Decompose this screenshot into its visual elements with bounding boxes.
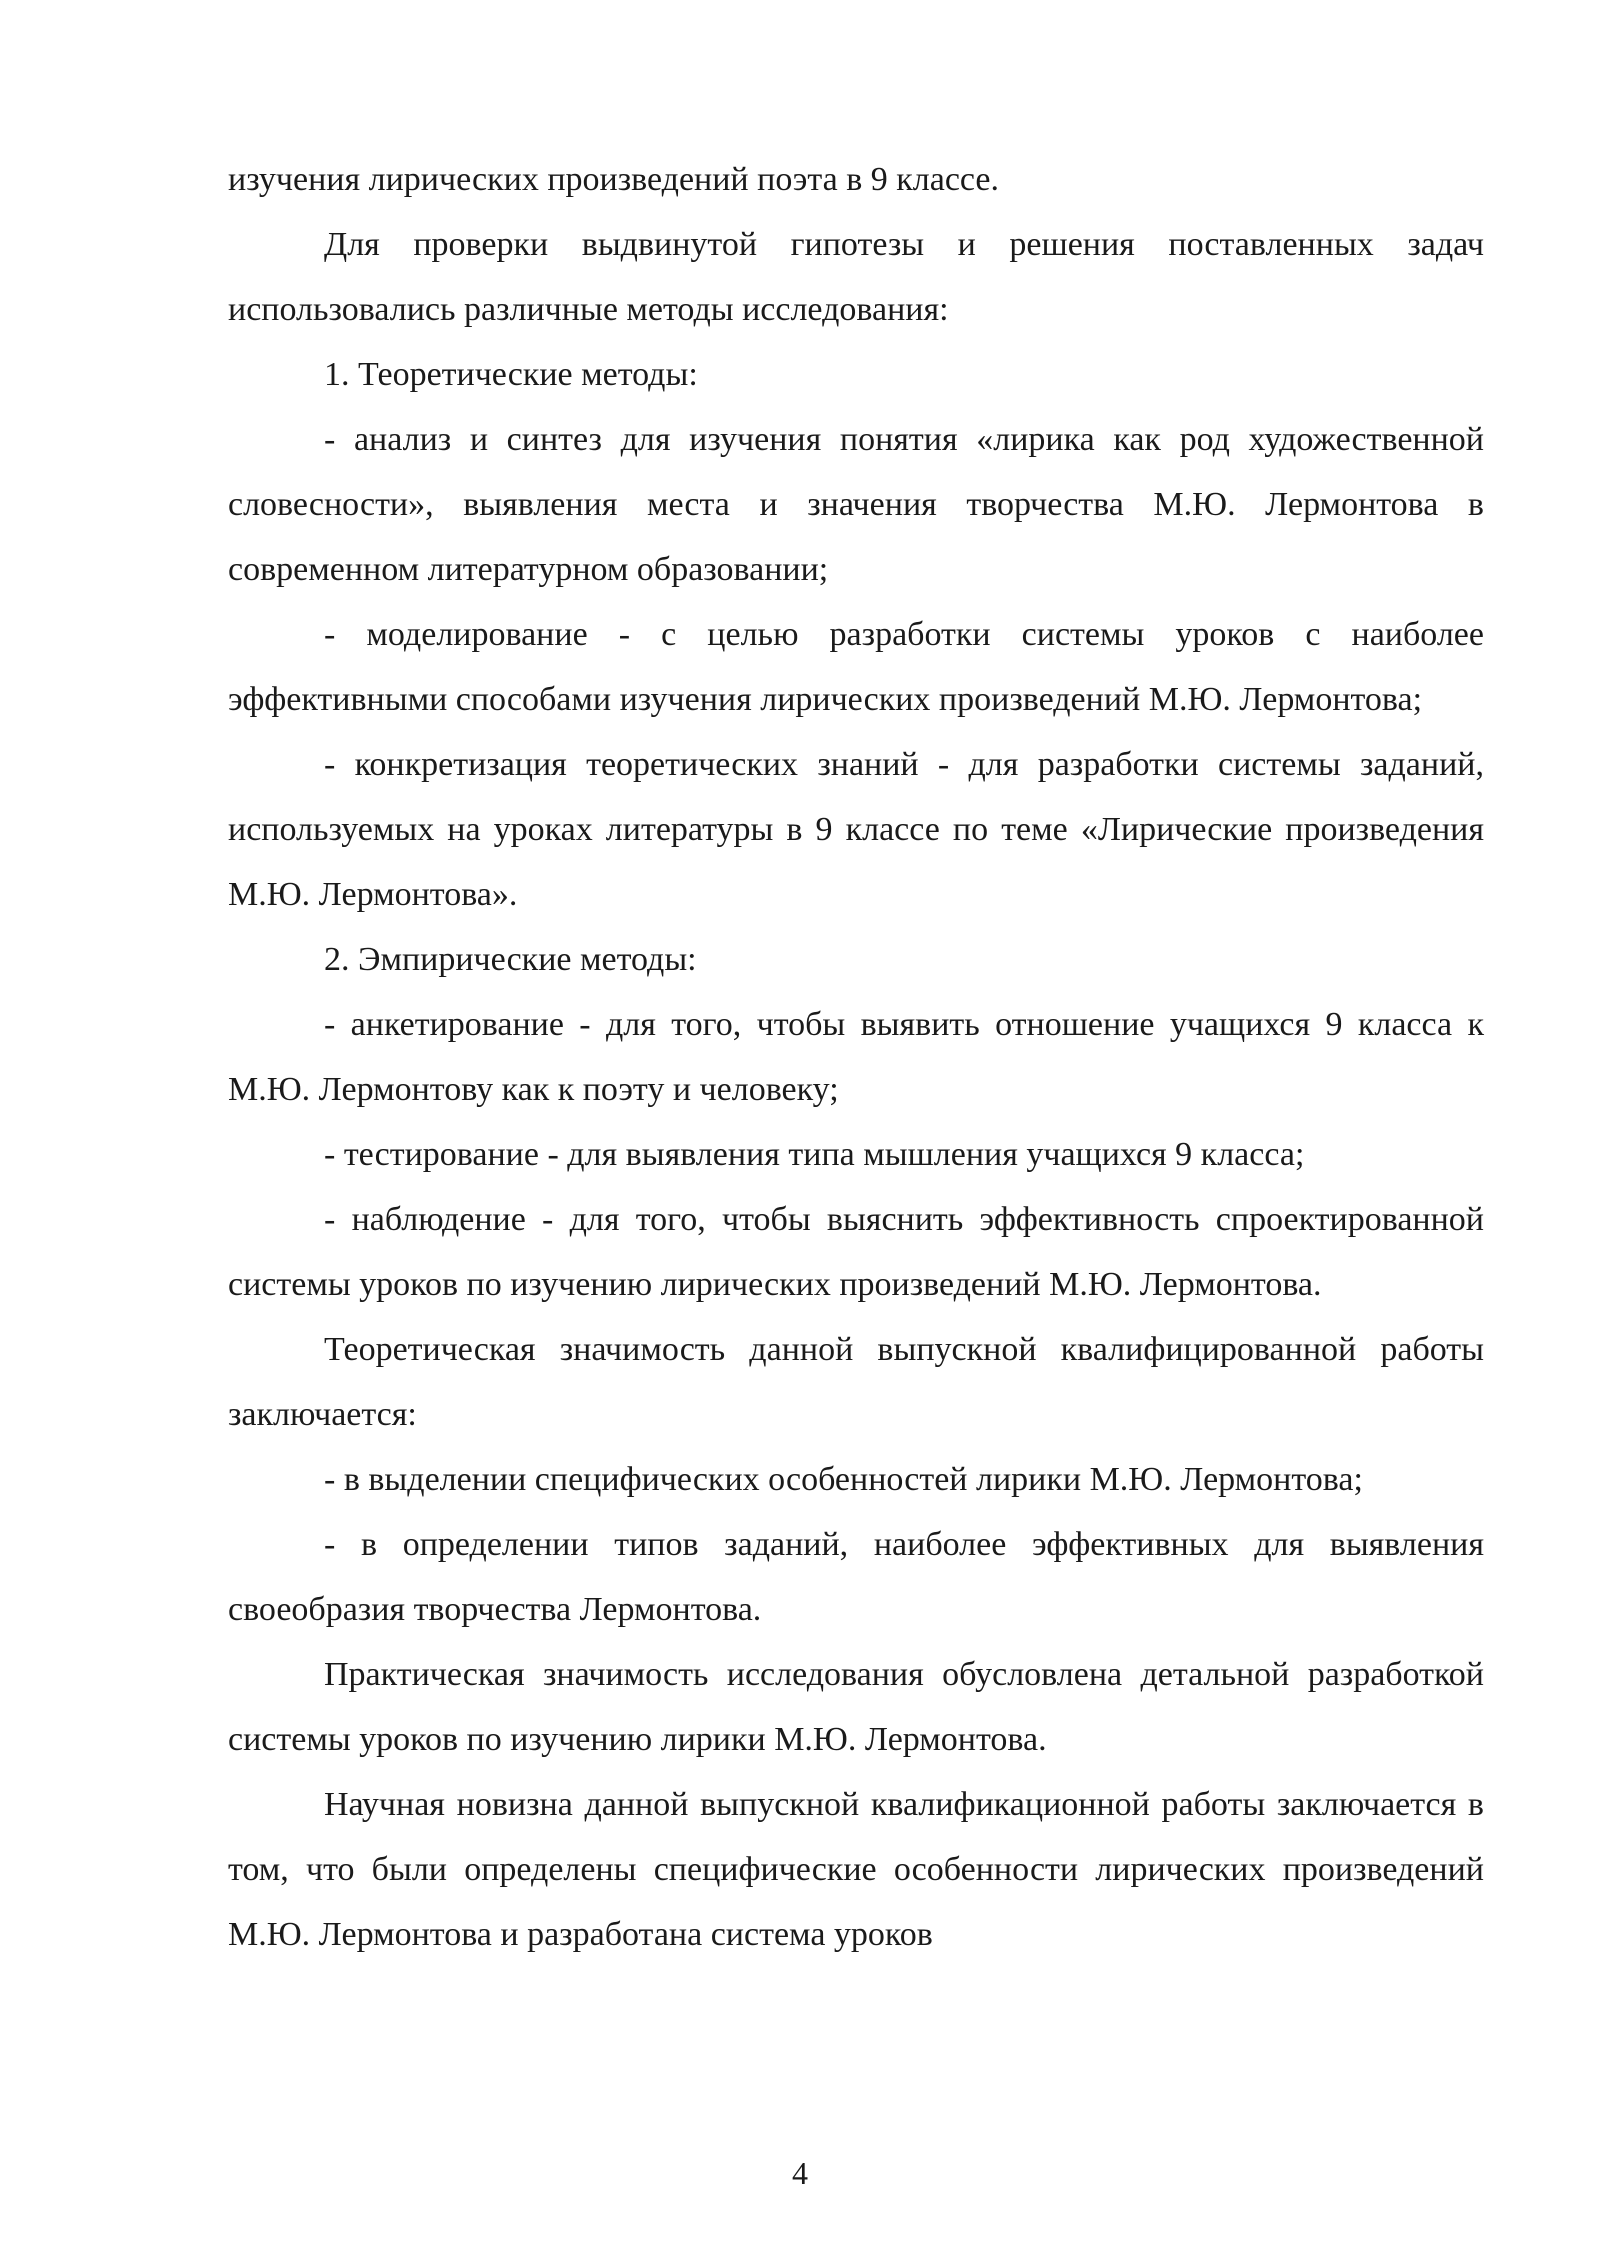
paragraph-6: - конкретизация теоретических знаний - для разработки системы заданий, используемых на уроках литературы в 9 классе по теме «Лирические произведения М.Ю. Лермонтова». [228, 746, 1484, 913]
paragraph-7: 2. Эмпирические методы: [324, 941, 697, 978]
page-number: 4 [792, 2155, 808, 2191]
paragraph-13: - в определении типов заданий, наиболее эффективных для выявления своеобразия творчества Лермонтова. [228, 1526, 1484, 1628]
paragraph-14: Практическая значимость исследования обусловлена детальной разработкой системы уроков по изучению лирики М.Ю. Лермонтова. [228, 1656, 1484, 1758]
paragraph-2: Для проверки выдвинутой гипотезы и решения поставленных задач использовались различные методы исследования: [228, 226, 1484, 328]
paragraph-10: - наблюдение - для того, чтобы выяснить эффективность спроектированной системы уроков по изучению лирических произведений М.Ю. Лермонтова. [228, 1201, 1484, 1303]
paragraph-11: Теоретическая значимость данной выпускной квалифицированной работы заключается: [228, 1331, 1484, 1433]
paragraph-8: - анкетирование - для того, чтобы выявить отношение учащихся 9 класса к М.Ю. Лермонтову как к поэту и человеку; [228, 1006, 1484, 1108]
document-body [228, 147, 1484, 1967]
paragraph-9: - тестирование - для выявления типа мышления учащихся 9 класса; [324, 1136, 1305, 1173]
paragraph-4: - анализ и синтез для изучения понятия «лирика как род художественной словесности», выявления места и значения творчества М.Ю. Лермонтова в современном литературном образовании; [228, 421, 1484, 588]
paragraph-15: Научная новизна данной выпускной квалификационной работы заключается в том, что были определены специфические особенности лирических произведений М.Ю. Лермонтова и разработана система уроков [228, 1786, 1484, 1953]
paragraph-3: 1. Теоретические методы: [324, 356, 698, 393]
paragraph-12: - в выделении специфических особенностей лирики М.Ю. Лермонтова; [324, 1461, 1363, 1498]
paragraph-5: - моделирование - с целью разработки системы уроков с наиболее эффективными способами изучения лирических произведений М.Ю. Лермонтова; [228, 616, 1484, 718]
paragraph-1: изучения лирических произведений поэта в 9 классе. [228, 161, 1000, 198]
